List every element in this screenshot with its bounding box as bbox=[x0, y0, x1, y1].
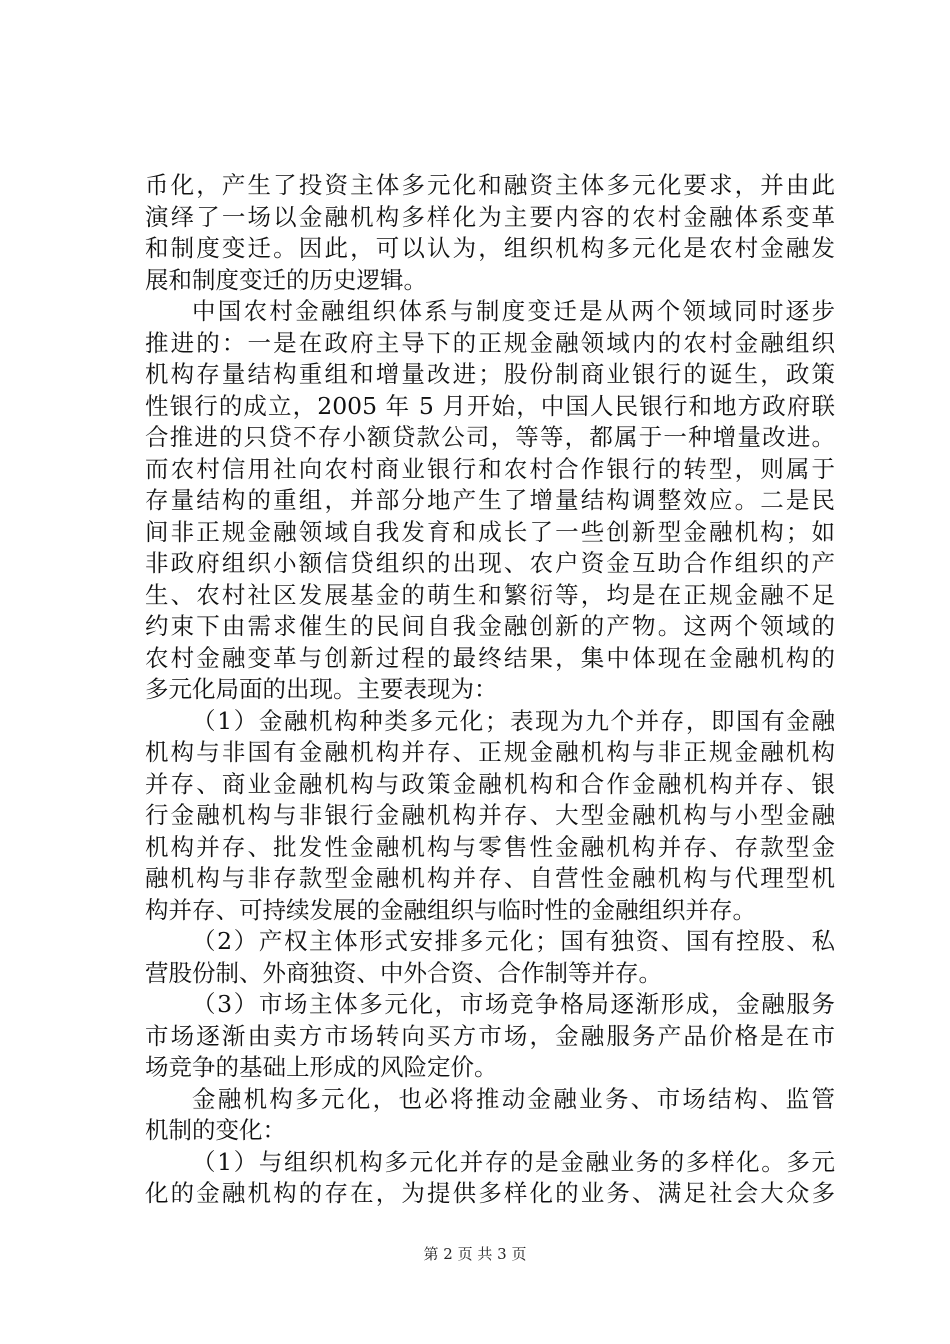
text-line: 多元化局面的出现。主要表现为： bbox=[145, 675, 498, 703]
text-line: 而农村信用社向农村商业银行和农村合作银行的转型，则属于 bbox=[145, 454, 835, 483]
text-line: 金融机构多元化，也必将推动金融业务、市场结构、监管 bbox=[192, 1084, 835, 1113]
text-line: 中国农村金融组织体系与制度变迁是从两个领域同时逐步 bbox=[192, 297, 835, 325]
text-line: 市场逐渐由卖方市场转向买方市场，金融服务产品价格是在市 bbox=[145, 1021, 835, 1050]
text-line: 非政府组织小额信贷组织的出现、农户资金互助合作组织的产 bbox=[145, 549, 835, 577]
text-line: 并存、商业金融机构与政策金融机构和合作金融机构并存、银 bbox=[145, 769, 835, 798]
document-body bbox=[145, 170, 835, 1210]
text-line: （1）与组织机构多元化并存的是金融业务的多样化。多元 bbox=[192, 1147, 835, 1176]
text-line: 存量结构的重组，并部分地产生了增量结构调整效应。二是民 bbox=[145, 486, 835, 514]
text-line: 和制度变迁。因此，可以认为，组织机构多元化是农村金融发 bbox=[145, 234, 835, 262]
text-line: （1）金融机构种类多元化；表现为九个并存，即国有金融 bbox=[192, 706, 835, 735]
page-footer: 第 2 页 共 3 页 bbox=[423, 1245, 527, 1263]
text-line: （2）产权主体形式安排多元化；国有独资、国有控股、私 bbox=[192, 927, 835, 955]
text-line: 机制的变化： bbox=[145, 1116, 286, 1144]
text-line: 构并存、可持续发展的金融组织与临时性的金融组织并存。 bbox=[145, 895, 756, 924]
text-line: 展和制度变迁的历史逻辑。 bbox=[145, 265, 427, 294]
text-line: 演绎了一场以金融机构多样化为主要内容的农村金融体系变革 bbox=[145, 202, 835, 231]
text-line: 约束下由需求催生的民间自我金融创新的产物。这两个领域的 bbox=[145, 612, 835, 640]
text-line: 机构与非国有金融机构并存、正规金融机构与非正规金融机构 bbox=[145, 738, 835, 766]
text-line: 币化，产生了投资主体多元化和融资主体多元化要求，并由此 bbox=[145, 171, 835, 199]
text-line: 生、农村社区发展基金的萌生和繁衍等，均是在正规金融不足 bbox=[145, 580, 835, 609]
text-line: 机构并存、批发性金融机构与零售性金融机构并存、存款型金 bbox=[145, 832, 835, 861]
text-line: 推进的：一是在政府主导下的正规金融领域内的农村金融组织 bbox=[145, 328, 835, 357]
text-line: 农村金融变革与创新过程的最终结果，集中体现在金融机构的 bbox=[145, 643, 835, 672]
text-line: （3）市场主体多元化，市场竞争格局逐渐形成，金融服务 bbox=[192, 990, 835, 1018]
text-line: 营股份制、外商独资、中外合资、合作制等并存。 bbox=[145, 958, 662, 987]
text-line: 机构存量结构重组和增量改进；股份制商业银行的诞生，政策 bbox=[145, 360, 835, 388]
text-line: 性银行的成立，2005 年 5 月开始，中国人民银行和地方政府联 bbox=[145, 391, 835, 420]
text-line: 间非正规金融领域自我发育和成长了一些创新型金融机构；如 bbox=[145, 517, 835, 546]
text-line: 行金融机构与非银行金融机构并存、大型金融机构与小型金融 bbox=[145, 801, 835, 829]
text-line: 合推进的只贷不存小额贷款公司，等等，都属于一种增量改进。 bbox=[145, 423, 835, 451]
text-line: 融机构与非存款型金融机构并存、自营性金融机构与代理型机 bbox=[145, 864, 835, 892]
text-line: 场竞争的基础上形成的风险定价。 bbox=[145, 1053, 498, 1081]
text-line: 化的金融机构的存在，为提供多样化的业务、满足社会大众多 bbox=[145, 1179, 835, 1207]
